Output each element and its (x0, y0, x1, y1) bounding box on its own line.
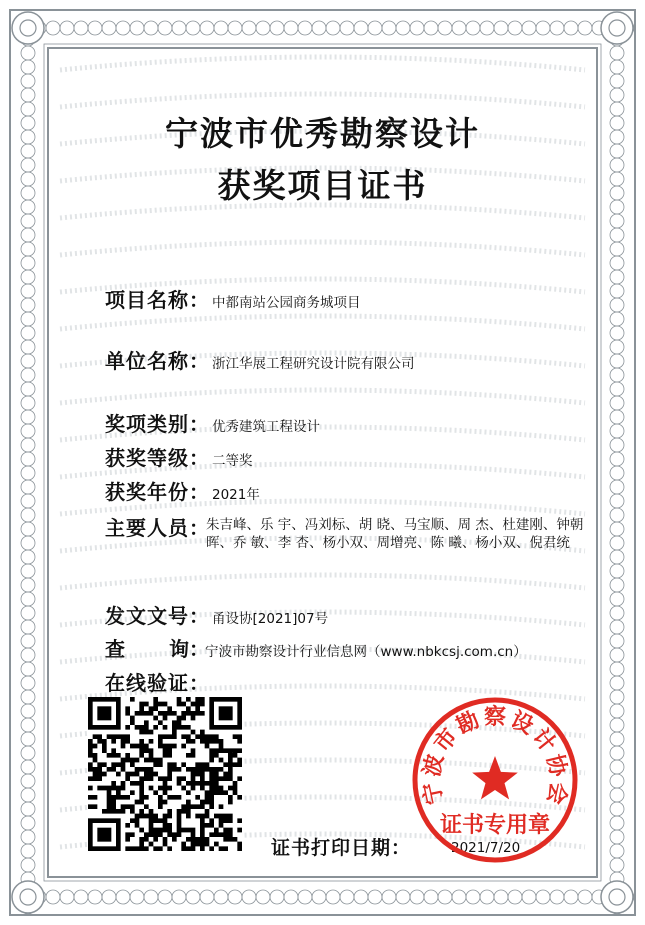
colon: ： (189, 480, 209, 504)
unit-name-row (105, 345, 415, 374)
award-year-label: 获奖年份 (105, 480, 189, 504)
colon: ： (189, 412, 209, 436)
document-no-value: 甬设协[2021]07号 (212, 611, 329, 627)
seal-character: 宁 (418, 779, 449, 807)
online-verify-label: 在线验证： (105, 671, 210, 695)
award-level-row (105, 442, 253, 471)
award-category-value: 优秀建筑工程设计 (212, 419, 320, 435)
main-personnel-value: 朱吉峰、乐 宇、冯刘标、胡 晓、马宝顺、周 杰、杜建刚、钟朝晖、乔 敏、李 杏、杨小双、周增亮、陈 曦、杨小双、倪君统 (206, 517, 584, 551)
seal-character: 波 (418, 751, 449, 780)
colon: ： (189, 446, 209, 470)
certificate-title-line1: 宁波市优秀勘察设计 (165, 114, 480, 153)
colon: ： (189, 604, 209, 628)
seal-character: 会 (541, 779, 572, 807)
award-level-value: 二等奖 (212, 453, 253, 469)
seal-bottom-text: 证书专用章 (439, 812, 551, 838)
project-name-row (105, 284, 361, 313)
colon: ： (189, 288, 209, 312)
qr-code-icon[interactable] (88, 697, 242, 851)
seal-character: 设 (506, 706, 538, 740)
certificate-title-line2: 获奖项目证书 (217, 166, 428, 205)
print-date-label: 证书打印日期： (271, 837, 412, 859)
colon: ： (189, 349, 209, 373)
project-name-value: 中都南站公园商务城项目 (212, 295, 361, 311)
main-personnel-label: 主要人员： (105, 516, 210, 540)
award-year-row (105, 476, 260, 505)
award-category-label: 奖项类别 (105, 412, 189, 436)
official-seal (411, 696, 579, 864)
award-level-label: 获奖等级 (105, 446, 189, 470)
award-category-row (105, 408, 320, 437)
seal-character: 协 (541, 751, 572, 780)
document-no-label: 发文文号 (105, 604, 189, 628)
project-name-label: 项目名称 (105, 288, 189, 312)
query-label: 查 询： (105, 637, 209, 661)
query-link[interactable]: 宁波市勘察设计行业信息网（www.nbkcsj.com.cn） (205, 644, 527, 660)
document-no-row (105, 600, 328, 629)
award-year-value: 2021年 (212, 487, 260, 503)
seal-character: 市 (428, 723, 463, 758)
seal-character: 勘 (452, 706, 484, 740)
unit-name-label: 单位名称 (105, 349, 189, 373)
star-icon (472, 756, 518, 799)
seal-character: 察 (483, 704, 507, 730)
unit-name-value: 浙江华展工程研究设计院有限公司 (212, 356, 415, 372)
seal-character: 计 (527, 723, 562, 758)
print-date-value: 2021/7/20 (451, 840, 521, 856)
